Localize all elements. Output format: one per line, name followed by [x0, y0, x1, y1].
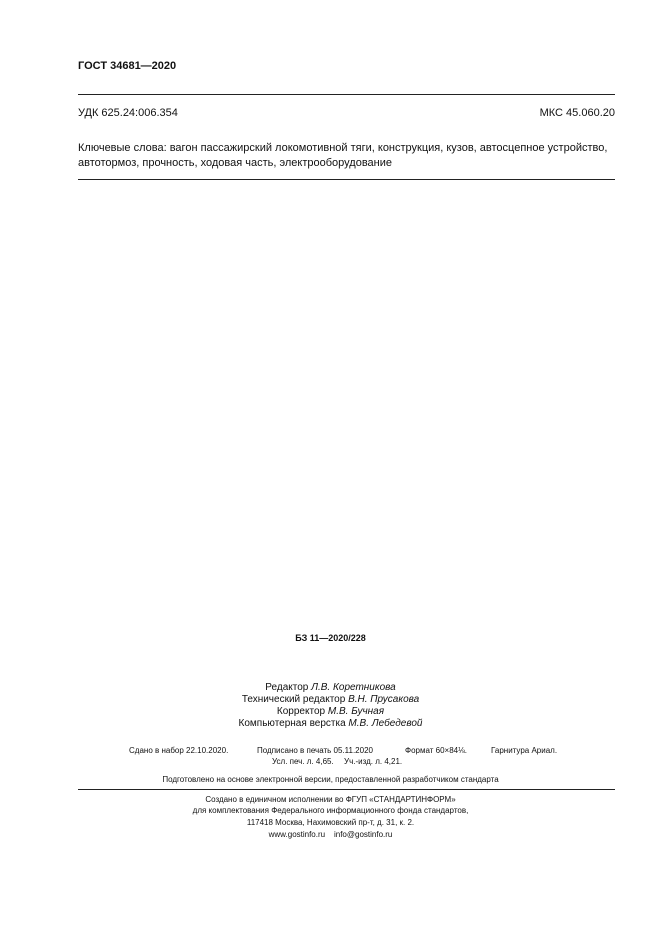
mks-code: МКС 45.060.20: [539, 107, 615, 119]
udk-code: УДК 625.24:006.354: [78, 107, 178, 119]
format: Формат 60×84⅛.: [405, 746, 468, 755]
bz-number: БЗ 11—2020/228: [295, 633, 366, 643]
keywords-line-2: автотормоз, прочность, ходовая часть, электрооборудование: [78, 157, 392, 169]
keywords-line-1: Ключевые слова: вагон пассажирский локомотивной тяги, конструкция, кузов, автосцепное устройство,: [78, 142, 608, 154]
staff-role: Технический редактор: [241, 694, 346, 705]
print-sheets: Усл. печ. л. 4,65.: [272, 757, 334, 766]
sent-date: Сдано в набор 22.10.2020.: [129, 746, 229, 755]
address: 117418 Москва, Нахимовский пр-т, д. 31, к. 2.: [246, 818, 415, 827]
staff-role: Корректор: [276, 706, 326, 717]
staff-role: Редактор: [265, 682, 309, 693]
signed-date: Подписано в печать 05.11.2020: [257, 746, 373, 755]
divider-keywords: [78, 179, 615, 180]
pub-sheets: Уч.-изд. л. 4,21.: [344, 757, 403, 766]
contacts: [0, 830, 661, 839]
staff-layout: [0, 718, 661, 729]
keywords: [78, 141, 618, 171]
website-link[interactable]: www.gostinfo.ru: [268, 830, 326, 839]
prepared-note: Подготовлено на основе электронной версии, предоставленной разработчиком стандарта: [162, 775, 499, 784]
fund-line: для комплектования Федерального информационного фонда стандартов,: [192, 806, 469, 815]
divider-top: [78, 94, 615, 95]
typeface: Гарнитура Ариал.: [491, 746, 558, 755]
staff-name: М.В. Лебедевой: [348, 718, 423, 729]
staff-name: Л.В. Коретникова: [311, 682, 396, 693]
staff-corrector: [0, 706, 661, 717]
email-link[interactable]: info@gostinfo.ru: [333, 830, 393, 839]
publisher-line: Создано в единичном исполнении во ФГУП «СТАНДАРТИНФОРМ»: [205, 795, 456, 804]
staff-role: Компьютерная верстка: [238, 718, 346, 729]
divider-bottom: [78, 789, 615, 790]
staff-editor: [0, 682, 661, 693]
staff-name: В.Н. Прусакова: [348, 694, 420, 705]
staff-name: М.В. Бучная: [327, 706, 385, 717]
staff-tech-editor: [0, 694, 661, 705]
document-code: ГОСТ 34681—2020: [78, 60, 177, 72]
